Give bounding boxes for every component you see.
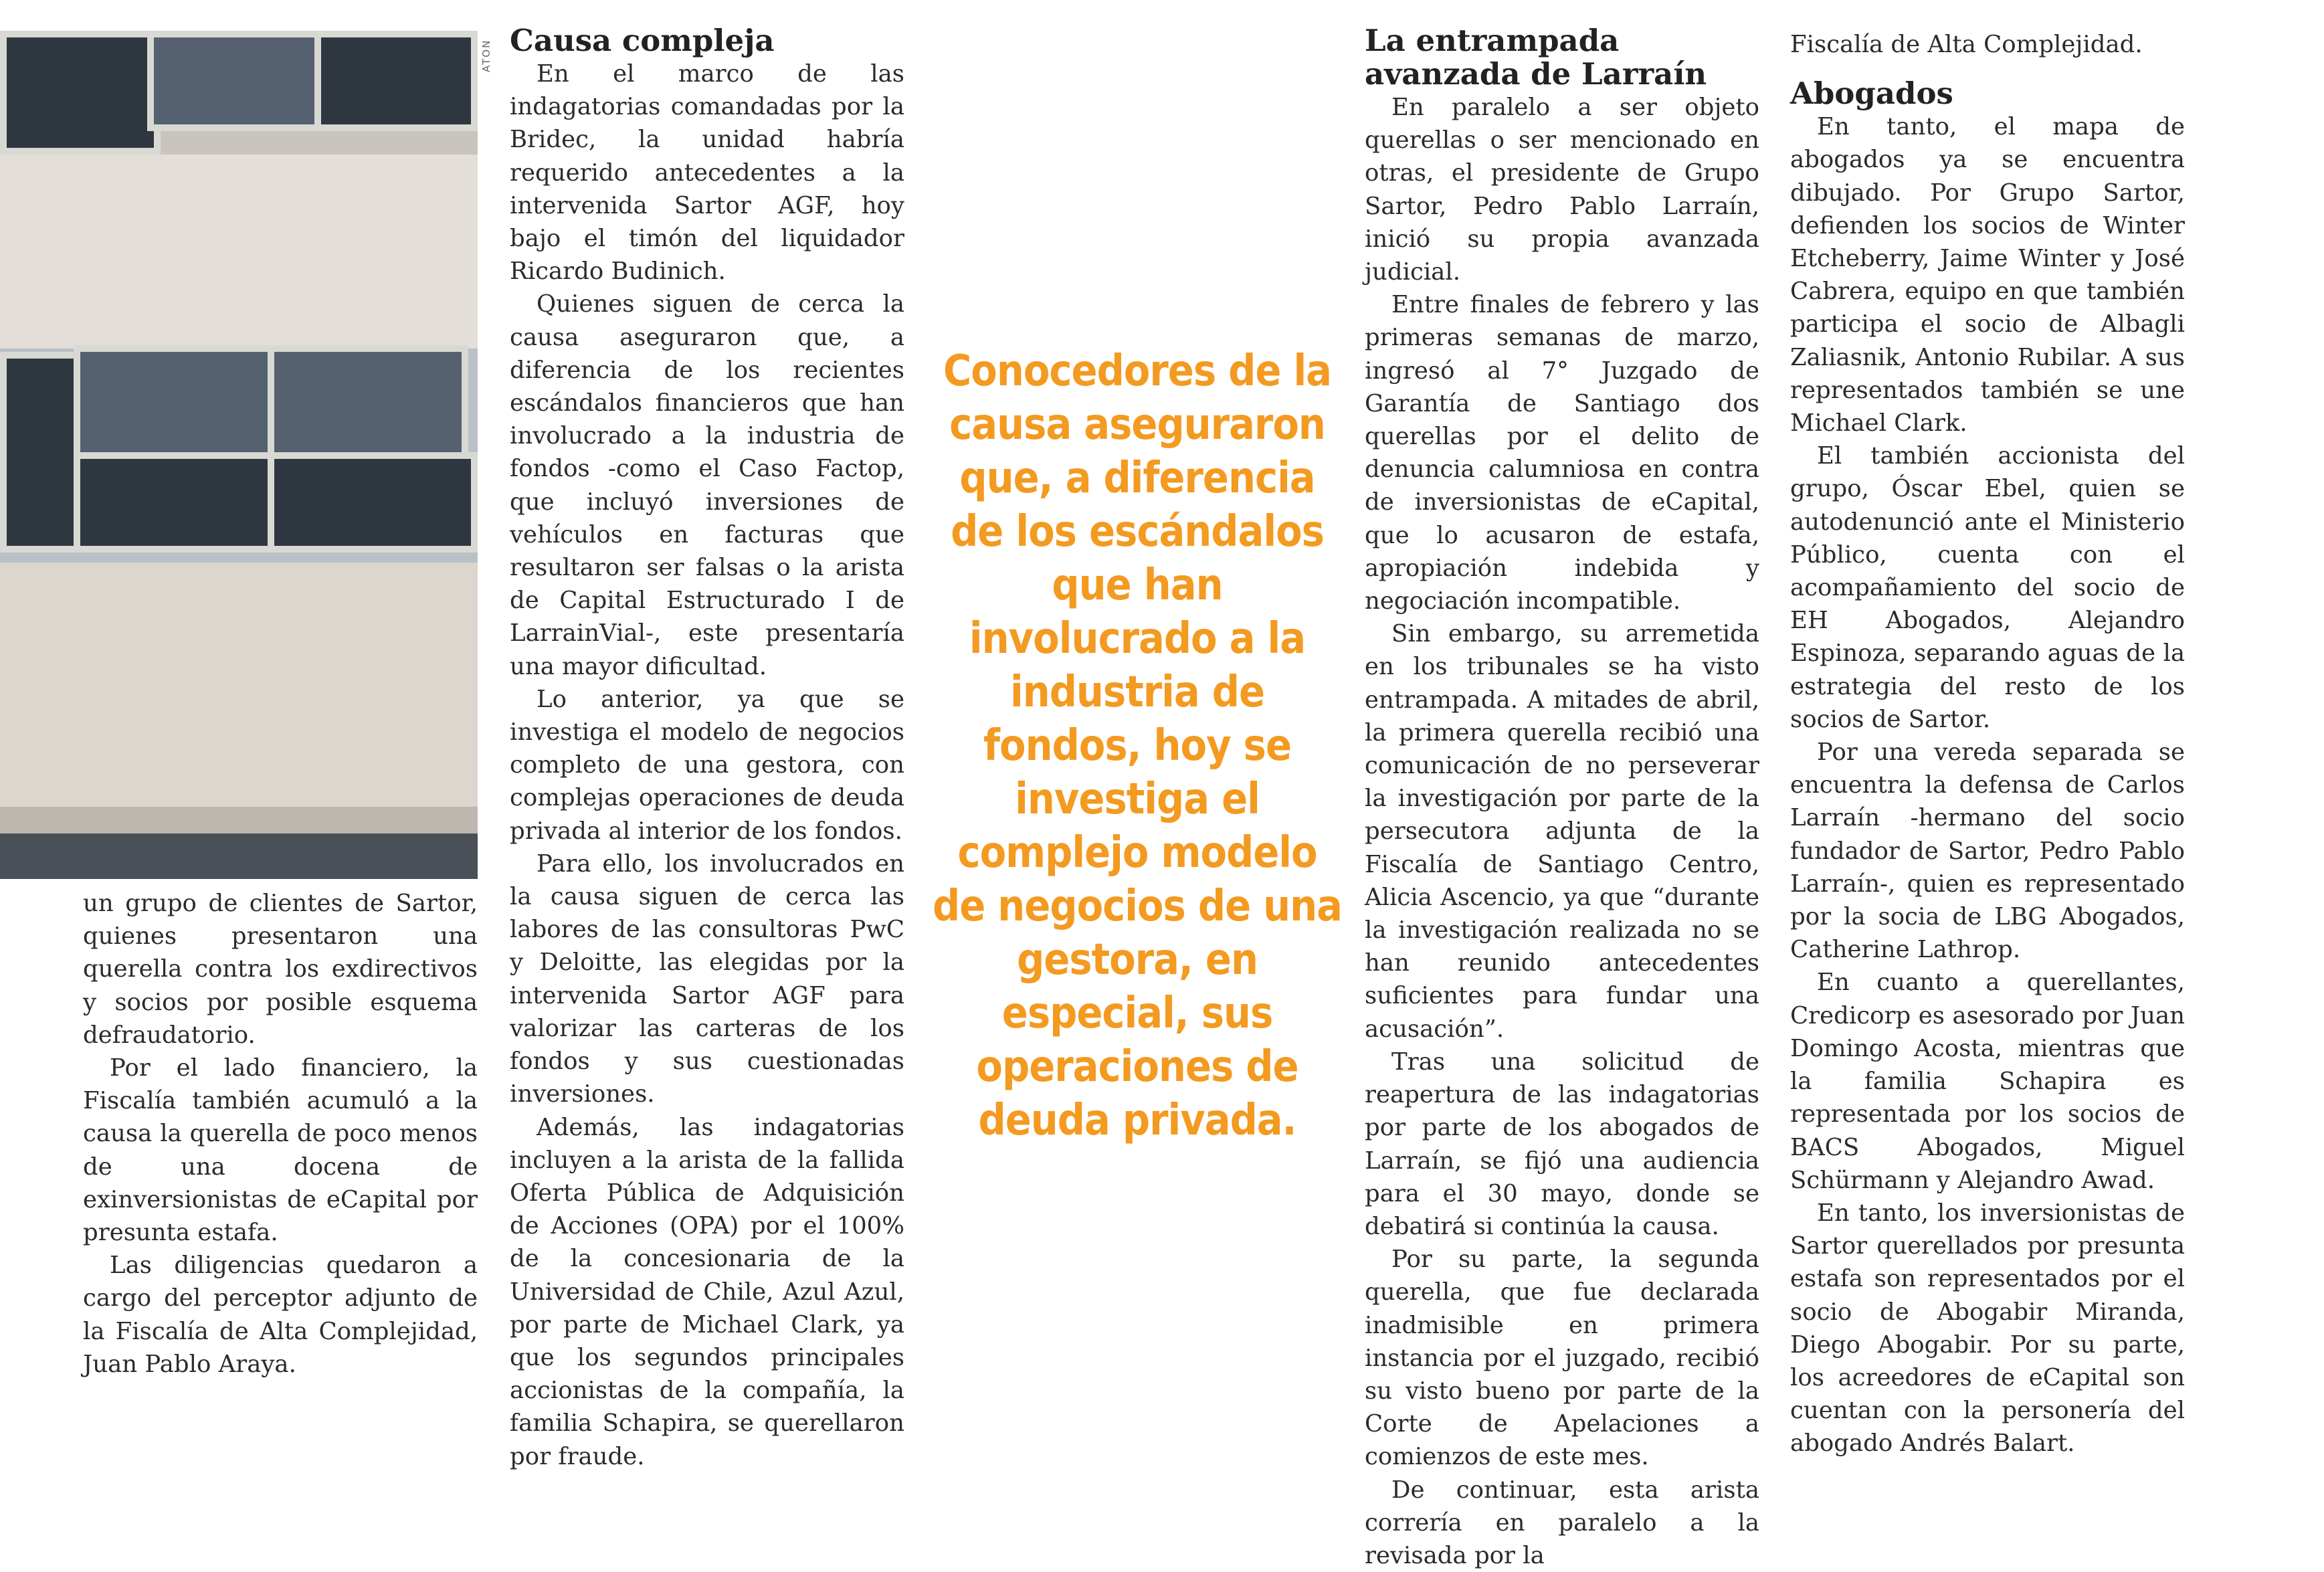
paragraph: De continuar, esta arista correría en paralelo a la revisada por la [1365,1476,1759,1569]
paragraph: El también accionista del grupo, Óscar Ebel, quien se autodenunció ante el Ministerio Público, cuenta con el acompañamiento del socio de EH Abogados, Alejandro Espinoza, separando aguas de la estrategia del resto de los socios de Sartor. [1790,442,2185,733]
paragraph: Además, las indagatorias incluyen a la arista de la fallida Oferta Pública de Adquisición de Acciones (OPA) por el 100% de la concesionaria de la Universidad de Chile, Azul Azul, por parte de Michael Clark, ya que los segundos principales accionistas de la compañía, la familia Schapira, se querellaron por fraude. [510,1113,904,1470]
column-1 [83,887,478,1381]
column-3 [1365,24,1759,1572]
section-heading-larrain: La entrampada avanzada de Larraín [1365,23,1707,92]
paragraph: Sin embargo, su arremetida en los tribunales se ha visto entrampada. A mitades de abril, la primera querella recibió una comunicación de no perseverar la investigación por parte de la persecutora adjunta de la Fiscalía de Santiago Centro, Alicia Ascencio, ya que “durante la investigación realizada no se han reunido antecedentes suficientes para fundar una acusación”. [1365,620,1759,1043]
paragraph: En tanto, el mapa de abogados ya se encuentra dibujado. Por Grupo Sartor, defienden los socios de Winter Etcheberry, Jaime Winter y José Cabrera, equipo en que también participa el socio de Albagli Zaliasnik, Antonio Rubilar. A sus representados también se une Michael Clark. [1790,113,2185,437]
pull-quote: Conocedores de la causa aseguraron que, a diferencia de los escándalos que han involucrado a la industria de fondos, hoy se investiga el complejo modelo de negocios de una gestora, en especial, sus operaciones de deuda privada. [932,347,1343,1145]
photo-credit: ATON [480,39,492,72]
paragraph: Lo anterior, ya que se investiga el modelo de negocios completo de una gestora, con complejas operaciones de deuda privada al interior de los fondos. [510,685,904,845]
paragraph: Tras una solicitud de reapertura de las indagatorias por parte de los abogados de Larraín, se fijó una audiencia para el 30 mayo, donde se debatirá si continúa la causa. [1365,1048,1759,1240]
paragraph: En paralelo a ser objeto querellas o ser mencionado en otras, el presidente de Grupo Sartor, Pedro Pablo Larraín, inició su propia avanzada judicial. [1365,94,1759,286]
paragraph: En cuanto a querellantes, Credicorp es asesorado por Juan Domingo Acosta, mientras que la familia Schapira es representada por los socios de BACS Abogados, Miguel Schürmann y Alejandro Awad. [1790,969,2185,1194]
column-2 [510,24,904,1473]
column-4 [1790,28,2185,1460]
paragraph: Entre finales de febrero y las primeras semanas de marzo, ingresó al 7° Juzgado de Garantía de Santiago dos querellas por el delito de denuncia calumniosa en contra de inversionistas de eCapital, que lo acusaron de estafa, apropiación indebida y negociación incompatible. [1365,291,1759,615]
paragraph: Fiscalía de Alta Complejidad. [1790,31,2143,58]
paragraph: Por su parte, la segunda querella, que fue declarada inadmisible en primera instancia por el juzgado, recibió su visto bueno por parte de la Corte de Apelaciones a comienzos de este mes. [1365,1246,1759,1471]
section-heading-causa-compleja: Causa compleja [510,23,775,58]
paragraph: En tanto, los inversionistas de Sartor querellados por presunta estafa son representados por el socio de Abogabir Miranda, Diego Abogabir. Por su parte, los acreedores de eCapital son cuentan con la personería del abogado Andrés Balart. [1790,1199,2185,1458]
paragraph: En el marco de las indagatorias comandadas por la Bridec, la unidad habría requerido antecedentes a la intervenida Sartor AGF, hoy bajo el timón del liquidador Ricardo Budinich. [510,60,904,286]
paragraph: Las diligencias quedaron a cargo del perceptor adjunto de la Fiscalía de Alta Complejidad, Juan Pablo Araya. [83,1252,478,1378]
building-photo [0,31,478,879]
paragraph: un grupo de clientes de Sartor, quienes presentaron una querella contra los exdirectivos y socios por posible esquema defraudatorio. [83,890,478,1049]
paragraph: Por el lado financiero, la Fiscalía también acumuló a la causa la querella de poco menos de una docena de exinversionistas de eCapital por presunta estafa. [83,1054,478,1247]
paragraph: Quienes siguen de cerca la causa aseguraron que, a diferencia de los recientes escándalos financieros que han involucrado a la industria de fondos -como el Caso Factop, que incluyó inversiones de vehículos en facturas que resultaron ser falsas o la arista de Capital Estructurado I de LarrainVial-, este presentaría una mayor dificultad. [510,290,904,680]
paragraph: Por una vereda separada se encuentra la defensa de Carlos Larraín -hermano del socio fundador de Sartor, Pedro Pablo Larraín-, quien es representado por la socia de LBG Abogados, Catherine Lathrop. [1790,739,2185,964]
paragraph: Para ello, los involucrados en la causa siguen de cerca las labores de las consultoras PwC y Deloitte, las elegidas por la intervenida Sartor AGF para valorizar las carteras de los fondos y sus cuestionadas inversiones. [510,850,904,1108]
section-heading-abogados: Abogados [1790,76,1953,112]
